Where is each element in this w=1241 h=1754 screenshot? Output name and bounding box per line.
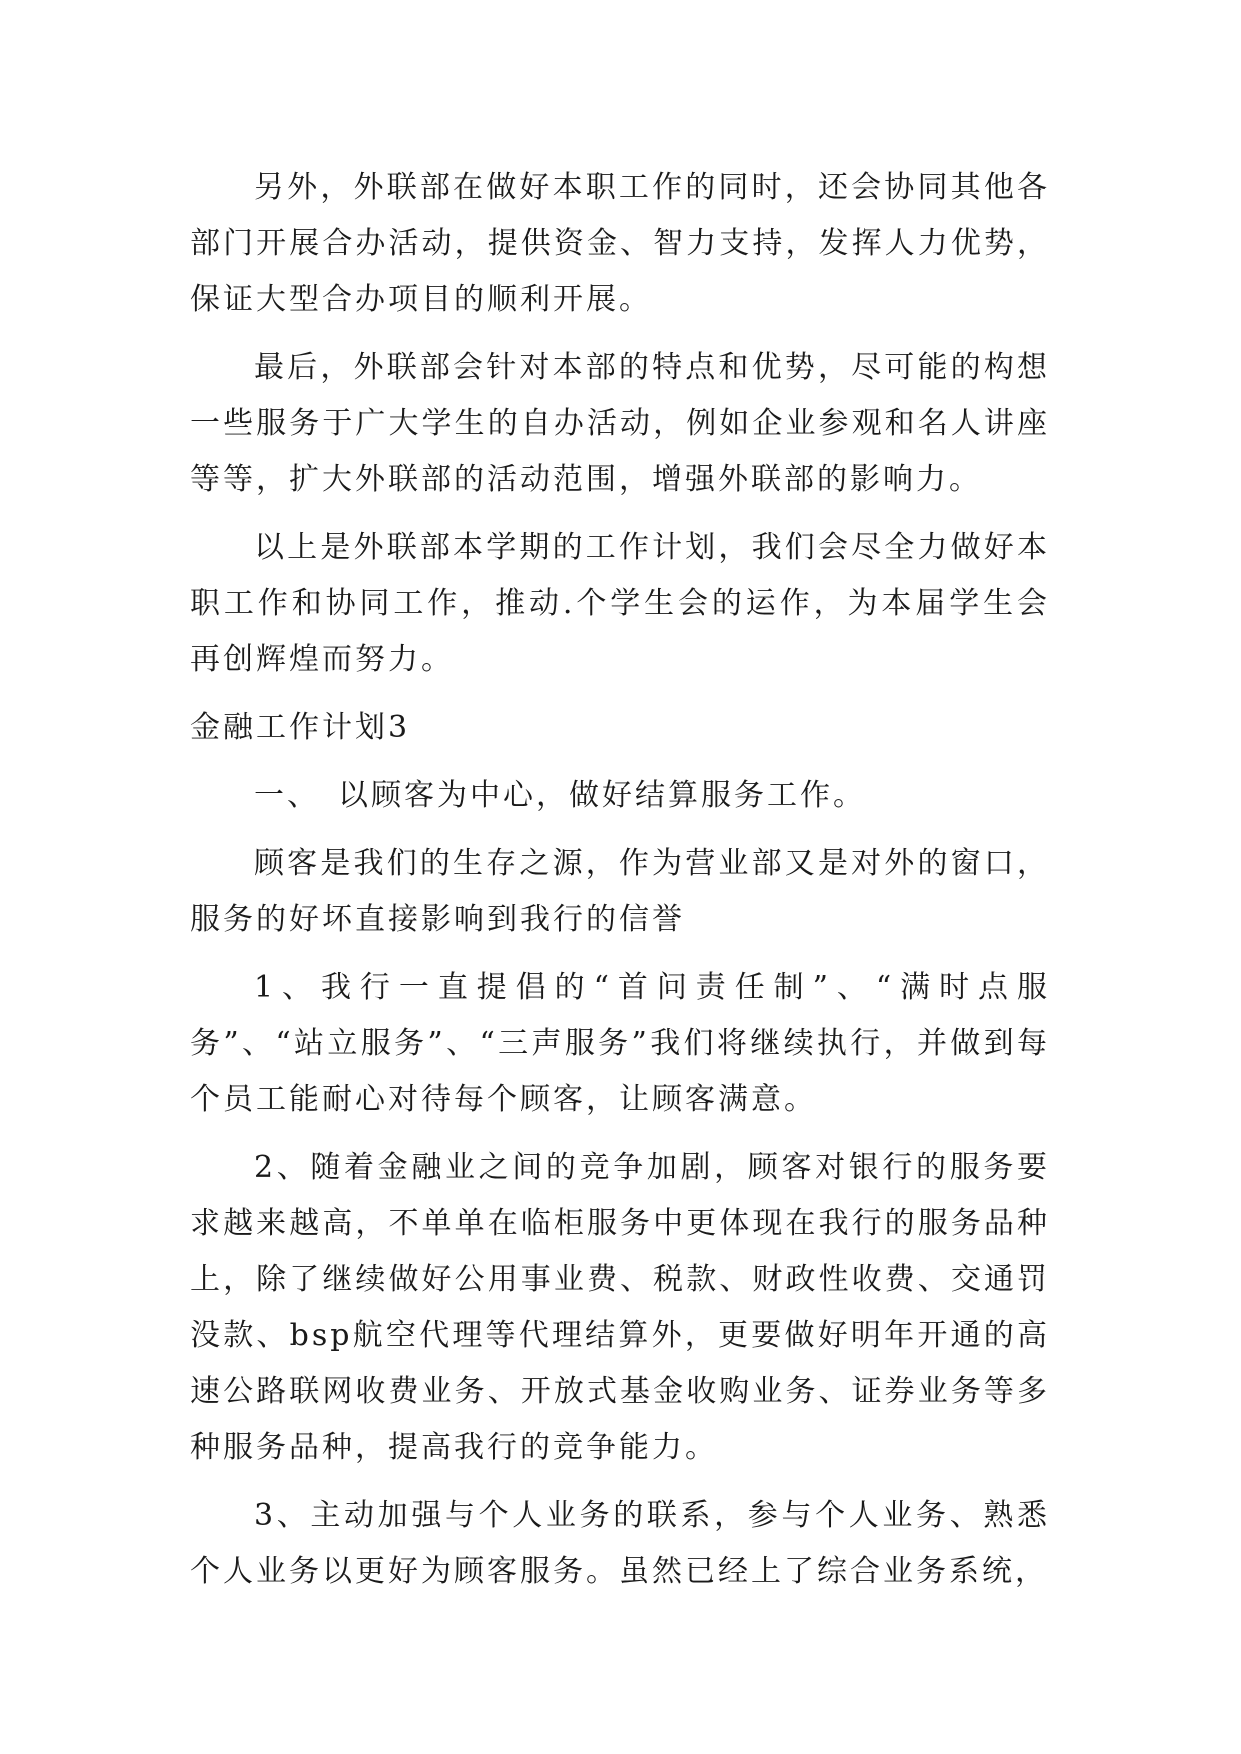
paragraph-liaison-cooperation: 另外，外联部在做好本职工作的同时，还会协同其他各部门开展合办活动，提供资金、智力支持，发挥人力优势，保证大型合办项目的顺利开展。: [190, 170, 1050, 317]
paragraph-item-2: 2、随着金融业之间的竞争加剧，顾客对银行的服务要求越来越高，不单单在临柜服务中更体现在我行的服务品种上，除了继续做好公用事业费、税款、财政性收费、交通罚没款、bsp航空代理等代理结算外，更要做好明年开通的高速公路联网收费业务、开放式基金收购业务、证券业务等多种服务品种，提高我行的竞争能力。: [190, 1150, 1050, 1465]
paragraph-liaison-activities: 最后，外联部会针对本部的特点和优势，尽可能的构想一些服务于广大学生的自办活动，例如企业参观和名人讲座等等，扩大外联部的活动范围，增强外联部的影响力。: [190, 350, 1050, 497]
document-body: [190, 160, 1050, 1612]
paragraph-customer-source: 顾客是我们的生存之源，作为营业部又是对外的窗口，服务的好坏直接影响到我行的信誉: [190, 846, 1050, 937]
paragraph-item-1: 1、我行一直提倡的“首问责任制”、“满时点服务”、“站立服务”、“三声服务”我们将继续执行，并做到每个员工能耐心对待每个顾客，让顾客满意。: [190, 970, 1050, 1117]
section-heading: 金融工作计划3: [190, 710, 411, 745]
paragraph-item-3: 3、主动加强与个人业务的联系，参与个人业务、熟悉个人业务以更好为顾客服务。虽然已经上了综合业务系统，: [190, 1498, 1050, 1589]
section-title-customer-centric: 一、 以顾客为中心，做好结算服务工作。: [254, 778, 866, 813]
paragraph-liaison-summary: 以上是外联部本学期的工作计划，我们会尽全力做好本职工作和协同工作，推动.个学生会的运作，为本届学生会再创辉煌而努力。: [190, 530, 1050, 677]
